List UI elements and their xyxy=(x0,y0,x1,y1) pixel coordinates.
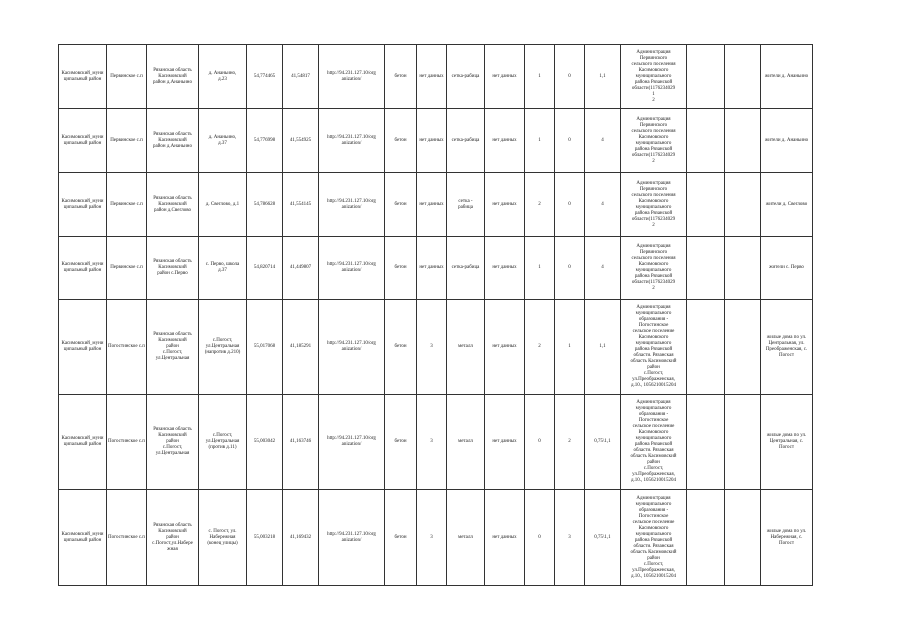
owner-cell: Администрация муниципального образования - Погостинское сельское поселение Касимовского муниципального района Рязанской области. Рязанская область Касимовский район с.Погост, ул.Преображенская, д.10., 1056210015204 xyxy=(621,490,687,586)
sources-cell: жилые дома по ул. Центральная, с. Погост xyxy=(761,395,813,490)
volume-cell: 1,1 xyxy=(585,45,621,109)
settlement-cell: Первинское с.п xyxy=(107,173,147,237)
longitude-cell: 41,554145 xyxy=(283,173,319,237)
sources-cell: жители д. Ананьино xyxy=(761,45,813,109)
area-cell: нет данных xyxy=(417,173,447,237)
address-cell: Рязанская область Касимовский район с.Перво xyxy=(147,237,199,300)
volume-cell: 4 xyxy=(585,173,621,237)
place-cell: д. Ананьино, д.37 xyxy=(199,109,247,173)
volume-cell: 4 xyxy=(585,109,621,173)
surface-cell: бетон xyxy=(385,237,417,300)
owner-cell: Администрация Первинского сельского поселения Касимовского муниципального района Рязанской области(1176234029 1 2 xyxy=(621,45,687,109)
longitude-cell: 41,554925 xyxy=(283,109,319,173)
settlement-cell: Первинское с.п xyxy=(107,45,147,109)
address-cell: Рязанская область Касимовский район с.Погост,ул.Набере жная xyxy=(147,490,199,586)
place-cell: с.Погост, ул.Центральная (против д.11) xyxy=(199,395,247,490)
waste-sites-table xyxy=(58,44,813,586)
table-row xyxy=(59,173,813,237)
fence-cell: сетка-рабица xyxy=(447,237,485,300)
latitude-cell: 54,820714 xyxy=(247,237,283,300)
latitude-cell: 54,786628 xyxy=(247,173,283,237)
fence-cell: сетка - рабица xyxy=(447,173,485,237)
volume-cell: 4 xyxy=(585,237,621,300)
empty-cell xyxy=(687,173,725,237)
container-count-cell: 2 xyxy=(525,300,555,395)
settlement-cell: Погостинское с.п xyxy=(107,300,147,395)
surface-cell: бетон xyxy=(385,109,417,173)
surface-cell: бетон xyxy=(385,300,417,395)
fence-cell: металл xyxy=(447,300,485,395)
latitude-cell: 55,003042 xyxy=(247,395,283,490)
owner-cell: Администрация Первинского сельского поселения Касимовского муниципального района Рязанской области(1176234029 2 xyxy=(621,109,687,173)
fence-cell: металл xyxy=(447,490,485,586)
latitude-cell: 55,003218 xyxy=(247,490,283,586)
place-cell: с.Погост, ул.Центральная (напротив д.210) xyxy=(199,300,247,395)
table-row xyxy=(59,109,813,173)
cover-cell: нет данных xyxy=(485,237,525,300)
empty-cell xyxy=(725,173,761,237)
latitude-cell: 55,017068 xyxy=(247,300,283,395)
sources-cell: жилые дома по ул. Центральная, ул. Преображенская, с. Погост xyxy=(761,300,813,395)
fence-cell: металл xyxy=(447,395,485,490)
link-cell: http://94.231.127.10/org anization/ xyxy=(319,45,385,109)
volume-cell: 1,1 xyxy=(585,300,621,395)
longitude-cell: 41,185291 xyxy=(283,300,319,395)
surface-cell: бетон xyxy=(385,45,417,109)
link-cell: http://94.231.127.10/org anization/ xyxy=(319,237,385,300)
owner-cell: Администрация Первинского сельского поселения Касимовского муниципального района Рязанской области(1176234029 2 xyxy=(621,237,687,300)
cover-cell: нет данных xyxy=(485,395,525,490)
container-count-2-cell: 1 xyxy=(555,300,585,395)
empty-cell xyxy=(725,490,761,586)
empty-cell xyxy=(687,45,725,109)
sources-cell: жилые дома по ул. Набережная, с. Погост xyxy=(761,490,813,586)
district-cell: Касимовский_муни ципальный район xyxy=(59,300,107,395)
surface-cell: бетон xyxy=(385,395,417,490)
longitude-cell: 41,169432 xyxy=(283,490,319,586)
link-cell: http://94.231.127.10/org anization/ xyxy=(319,173,385,237)
container-count-cell: 2 xyxy=(525,173,555,237)
container-count-2-cell: 0 xyxy=(555,45,585,109)
link-cell: http://94.231.127.10/org anization/ xyxy=(319,395,385,490)
sources-cell: жители д. Свеглово xyxy=(761,173,813,237)
empty-cell xyxy=(687,395,725,490)
longitude-cell: 41,449807 xyxy=(283,237,319,300)
link-cell: http://94.231.127.10/org anization/ xyxy=(319,490,385,586)
cover-cell: нет данных xyxy=(485,173,525,237)
area-cell: 3 xyxy=(417,300,447,395)
address-cell: Рязанская область Касимовский район с.Погост, ул.Центральная xyxy=(147,300,199,395)
container-count-2-cell: 3 xyxy=(555,490,585,586)
surface-cell: бетон xyxy=(385,173,417,237)
fence-cell: сетка-рабица xyxy=(447,109,485,173)
surface-cell: бетон xyxy=(385,490,417,586)
container-count-cell: 1 xyxy=(525,109,555,173)
settlement-cell: Погостинское с.п xyxy=(107,490,147,586)
district-cell: Касимовский_муни ципальный район xyxy=(59,490,107,586)
empty-cell xyxy=(687,300,725,395)
sources-cell: жители с. Перво xyxy=(761,237,813,300)
address-cell: Рязанская область Касимовский район д.Ананьино xyxy=(147,45,199,109)
table-row xyxy=(59,300,813,395)
district-cell: Касимовский_муни ципальный район xyxy=(59,395,107,490)
area-cell: 3 xyxy=(417,395,447,490)
district-cell: Касимовский_муни ципальный район xyxy=(59,45,107,109)
longitude-cell: 41,54817 xyxy=(283,45,319,109)
container-count-2-cell: 0 xyxy=(555,109,585,173)
area-cell: нет данных xyxy=(417,237,447,300)
table-row xyxy=(59,395,813,490)
area-cell: нет данных xyxy=(417,109,447,173)
volume-cell: 0,75\1,1 xyxy=(585,395,621,490)
container-count-cell: 0 xyxy=(525,490,555,586)
container-count-cell: 0 xyxy=(525,395,555,490)
district-cell: Касимовский_муни ципальный район xyxy=(59,109,107,173)
sources-cell: жители д. Ананьино xyxy=(761,109,813,173)
table-row xyxy=(59,237,813,300)
place-cell: д. Ананьино, д.23 xyxy=(199,45,247,109)
empty-cell xyxy=(725,237,761,300)
area-cell: 3 xyxy=(417,490,447,586)
container-count-cell: 1 xyxy=(525,237,555,300)
settlement-cell: Первинское с.п xyxy=(107,109,147,173)
empty-cell xyxy=(687,490,725,586)
empty-cell xyxy=(725,45,761,109)
empty-cell xyxy=(687,237,725,300)
district-cell: Касимовский_муни ципальный район xyxy=(59,173,107,237)
container-count-2-cell: 0 xyxy=(555,173,585,237)
cover-cell: нет данных xyxy=(485,300,525,395)
link-cell: http://94.231.127.10/org anization/ xyxy=(319,109,385,173)
place-cell: д. Свеглово, д.1 xyxy=(199,173,247,237)
cover-cell: нет данных xyxy=(485,490,525,586)
owner-cell: Администрация муниципального образования - Погостинское сельское поселение Касимовского муниципального района Рязанской области. Рязанская область Касимовский район с.Погост, ул.Преображенская, д.10., 1056210015204 xyxy=(621,395,687,490)
district-cell: Касимовский_муни ципальный район xyxy=(59,237,107,300)
longitude-cell: 41,163746 xyxy=(283,395,319,490)
settlement-cell: Первинское с.п xyxy=(107,237,147,300)
settlement-cell: Погостинское с.п xyxy=(107,395,147,490)
container-count-cell: 1 xyxy=(525,45,555,109)
container-count-2-cell: 0 xyxy=(555,237,585,300)
cover-cell: нет данных xyxy=(485,109,525,173)
empty-cell xyxy=(725,109,761,173)
empty-cell xyxy=(687,109,725,173)
table-row xyxy=(59,490,813,586)
address-cell: Рязанская область Касимовский район д.Свеглово xyxy=(147,173,199,237)
address-cell: Рязанская область Касимовский район д.Ананьино xyxy=(147,109,199,173)
empty-cell xyxy=(725,395,761,490)
place-cell: с. Погост, ул. Набережная (конец улицы) xyxy=(199,490,247,586)
owner-cell: Администрация Первинского сельского поселения Касимовского муниципального района Рязанской области(1176234029 2 xyxy=(621,173,687,237)
latitude-cell: 54,774465 xyxy=(247,45,283,109)
owner-cell: Администрация муниципального образования - Погостинское сельское поселение Касимовского муниципального района Рязанской области. Рязанская область Касимовский район с.Погост, ул.Преображенская, д.10., 1056210015204 xyxy=(621,300,687,395)
cover-cell: нет данных xyxy=(485,45,525,109)
latitude-cell: 54,776998 xyxy=(247,109,283,173)
link-cell: http://94.231.127.10/org anization/ xyxy=(319,300,385,395)
table-row xyxy=(59,45,813,109)
empty-cell xyxy=(725,300,761,395)
area-cell: нет данных xyxy=(417,45,447,109)
place-cell: с. Перво, школа д.37 xyxy=(199,237,247,300)
container-count-2-cell: 2 xyxy=(555,395,585,490)
address-cell: Рязанская область Касимовский район с.Погост, ул.Центральная xyxy=(147,395,199,490)
fence-cell: сетка-рабица xyxy=(447,45,485,109)
volume-cell: 0,75\1,1 xyxy=(585,490,621,586)
